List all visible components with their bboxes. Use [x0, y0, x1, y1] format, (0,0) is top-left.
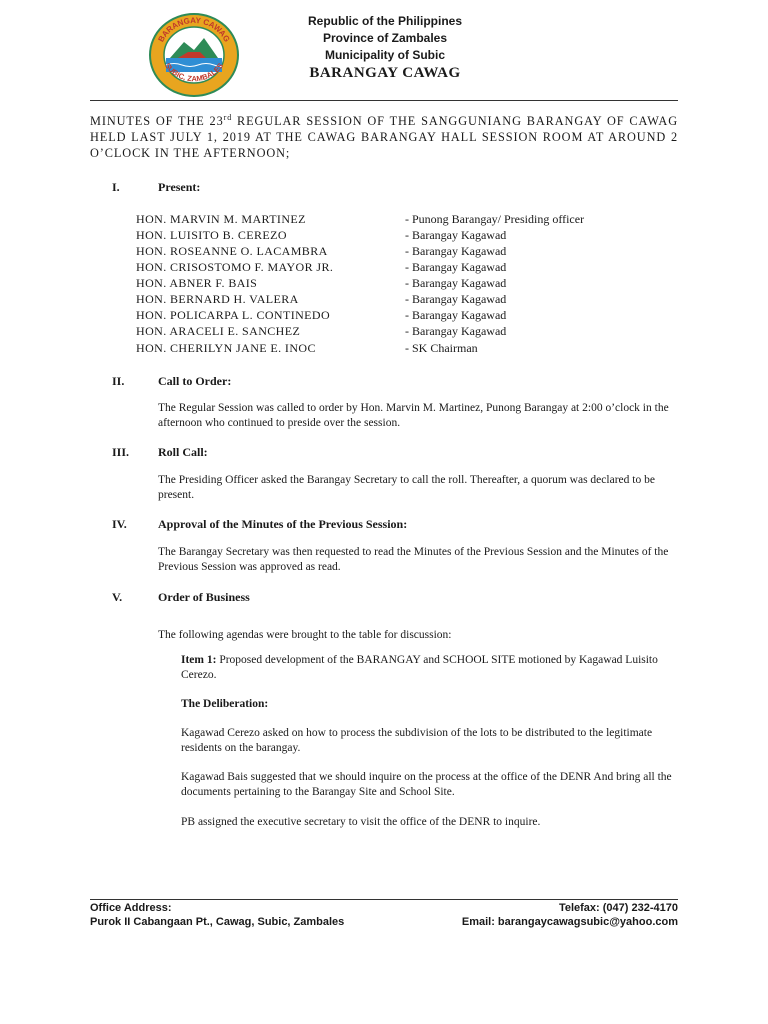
member-role: - Punong Barangay/ Presiding officer [405, 212, 585, 226]
deliberation-paragraph-2: Kagawad Bais suggested that we should inquire on the process at the office of the DENR And bring all the documents pertaining to the Barangay Site and School Site. [181, 771, 672, 798]
section-title-call-to-order: Call to Order: [158, 374, 232, 388]
barangay-seal-logo [148, 12, 240, 98]
section-number-approval: IV. [112, 517, 127, 531]
member-role: - Barangay Kagawad [405, 244, 507, 258]
deliberation-paragraph-1: Kagawad Cerezo asked on how to process the subdivision of the lots to be distributed to the legitimate residents on the barangay. [181, 727, 653, 754]
roll-call-text: The Presiding Officer asked the Barangay Secretary to call the roll. Thereafter, a quorum was declared to be present. [158, 474, 655, 501]
member-role: - Barangay Kagawad [405, 308, 507, 322]
deliberation-title: The Deliberation: [181, 698, 269, 710]
svg-text:SUBIC, ZAMBALES [163, 61, 225, 83]
member-name: HON. ROSEANNE O. LACAMBRA [136, 244, 328, 258]
section-title-roll-call: Roll Call: [158, 445, 208, 459]
business-intro-text: The following agendas were brought to the table for discussion: [158, 629, 452, 641]
footer-divider [90, 899, 678, 900]
member-role: - Barangay Kagawad [405, 260, 507, 274]
section-number-roll-call: III. [112, 445, 130, 459]
header-line-province: Province of Zambales [322, 31, 448, 45]
agenda-item-1: Item 1: Proposed development of the BARANGAY and SCHOOL SITE motioned by Kagawad Luisito Cerezo. [181, 654, 658, 681]
section-number-present: I. [112, 180, 120, 194]
section-number-business: V. [112, 590, 123, 604]
member-role: - Barangay Kagawad [405, 276, 507, 290]
header-line-republic: Republic of the Philippines [307, 14, 462, 28]
call-to-order-text: The Regular Session was called to order by Hon. Marvin M. Martinez, Punong Barangay at 2:00 o’clock in the afternoon who continued to preside over the session. [158, 402, 669, 429]
deliberation-paragraph-3: PB assigned the executive secretary to visit the office of the DENR to inquire. [181, 816, 541, 828]
header-title: BARANGAY CAWAG [309, 65, 461, 81]
office-address: Purok II Cabangaan Pt., Cawag, Subic, Zambales [90, 916, 345, 928]
member-name: HON. POLICARPA L. CONTINEDO [136, 308, 331, 322]
member-name: HON. CHERILYN JANE E. INOC [136, 341, 316, 355]
member-name: HON. ABNER F. BAIS [136, 276, 258, 290]
member-name: HON. MARVIN M. MARTINEZ [136, 212, 306, 226]
section-number-call-to-order: II. [112, 374, 125, 388]
header-divider [90, 100, 678, 101]
logo-top-text: BARANGAY CAWAG [156, 15, 232, 44]
svg-text:BARANGAY CAWAG [156, 16, 231, 44]
logo-bottom-text: SUBIC, ZAMBALES [162, 61, 226, 84]
section-title-approval: Approval of the Minutes of the Previous Session: [158, 517, 408, 531]
member-role: - Barangay Kagawad [405, 324, 507, 338]
header-line-municipality: Municipality of Subic [324, 48, 445, 62]
section-title-present: Present: [158, 180, 201, 194]
member-role: - SK Chairman [405, 341, 478, 355]
member-name: HON. BERNARD H. VALERA [136, 292, 299, 306]
member-name: HON. LUISITO B. CEREZO [136, 228, 287, 242]
approval-text: The Barangay Secretary was then requested to read the Minutes of the Previous Session and the Minutes of the Previous Session was approved as read. [158, 546, 669, 573]
member-name: HON. ARACELI E. SANCHEZ [136, 324, 301, 338]
telefax: Telefax: (047) 232-4170 [558, 902, 678, 914]
member-role: - Barangay Kagawad [405, 228, 507, 242]
email-address: Email: barangaycawagsubic@yahoo.com [461, 916, 678, 928]
minutes-intro: MINUTES OF THE 23rd REGULAR SESSION OF THE SANGGUNIANG BARANGAY OF CAWAG HELD LAST JULY 1, 2019 AT THE CAWAG BARANGAY HALL SESSION ROOM AT AROUND 2 O’CLOCK IN THE AFTERNOON; [90, 112, 678, 160]
member-name: HON. CRISOSTOMO F. MAYOR JR. [136, 260, 334, 274]
member-role: - Barangay Kagawad [405, 292, 507, 306]
office-address-label: Office Address: [90, 902, 172, 914]
section-title-business: Order of Business [158, 590, 250, 604]
